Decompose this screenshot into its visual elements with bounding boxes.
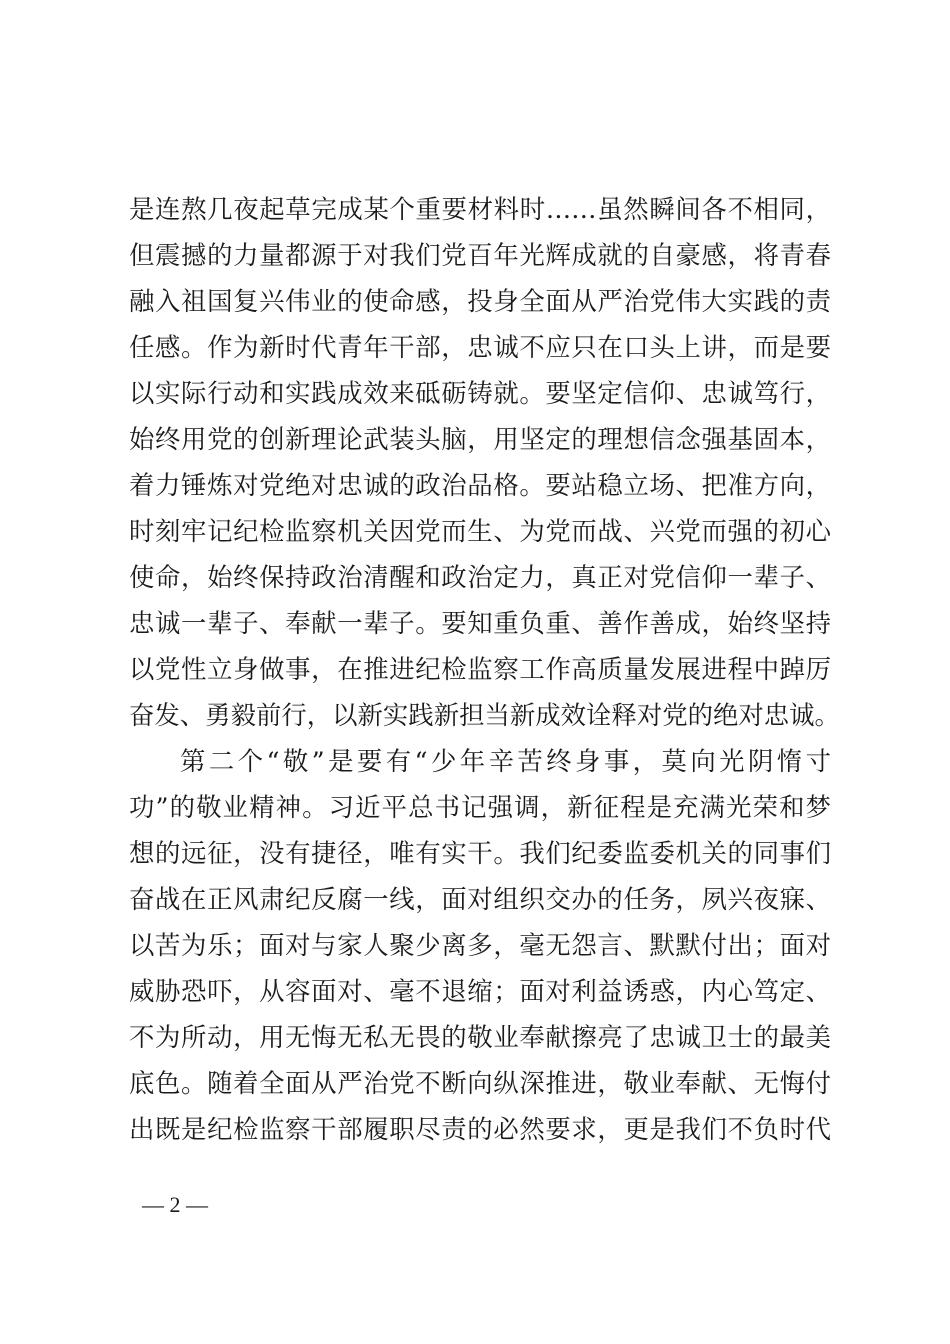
body-text xyxy=(129,186,840,1152)
text-line: 奋战在正风肃纪反腐一线，面对组织交办的任务，夙兴夜寐、 xyxy=(129,884,831,914)
paragraph-end-line: 奋发、勇毅前行，以新实践新担当新成效诠释对党的绝对忠诚。 xyxy=(129,700,840,730)
text-line: 功”的敬业精神。习近平总书记强调，新征程是充满光荣和梦 xyxy=(129,792,831,822)
text-line: 使命，始终保持政治清醒和政治定力，真正对党信仰一辈子、 xyxy=(129,562,831,592)
text-line: 以苦为乐；面对与家人聚少离多，毫无怨言、默默付出；面对 xyxy=(129,930,831,960)
text-line: 想的远征，没有捷径，唯有实干。我们纪委监委机关的同事们 xyxy=(129,838,831,868)
text-line: 威胁恐吓，从容面对、毫不退缩；面对利益诱惑，内心笃定、 xyxy=(129,976,831,1006)
text-line: 忠诚一辈子、奉献一辈子。要知重负重、善作善成，始终坚持 xyxy=(129,608,831,638)
paragraph-start-line: 第二个“敬”是要有“少年辛苦终身事，莫向光阴惰寸 xyxy=(180,746,831,776)
page-number: — 2 — xyxy=(142,1192,208,1217)
text-line: 以党性立身做事，在推进纪检监察工作高质量发展进程中踔厉 xyxy=(129,654,831,684)
text-line: 底色。随着全面从严治党不断向纵深推进，敬业奉献、无悔付 xyxy=(129,1068,831,1098)
text-line: 任感。作为新时代青年干部，忠诚不应只在口头上讲，而是要 xyxy=(129,332,831,362)
text-line: 不为所动，用无悔无私无畏的敬业奉献擦亮了忠诚卫士的最美 xyxy=(129,1022,831,1052)
text-line: 以实际行动和实践成效来砥砺铸就。要坚定信仰、忠诚笃行， xyxy=(129,378,831,408)
text-line: 时刻牢记纪检监察机关因党而生、为党而战、兴党而强的初心 xyxy=(129,516,831,546)
text-line: 出既是纪检监察干部履职尽责的必然要求，更是我们不负时代 xyxy=(129,1114,831,1144)
text-line: 融入祖国复兴伟业的使命感，投身全面从严治党伟大实践的责 xyxy=(129,286,831,316)
text-line: 是连熬几夜起草完成某个重要材料时……虽然瞬间各不相同， xyxy=(129,194,831,224)
text-line: 始终用党的创新理论武装头脑，用坚定的理想信念强基固本， xyxy=(129,424,831,454)
text-line: 着力锤炼对党绝对忠诚的政治品格。要站稳立场、把准方向， xyxy=(129,470,831,500)
text-line: 但震撼的力量都源于对我们党百年光辉成就的自豪感，将青春 xyxy=(129,240,831,270)
